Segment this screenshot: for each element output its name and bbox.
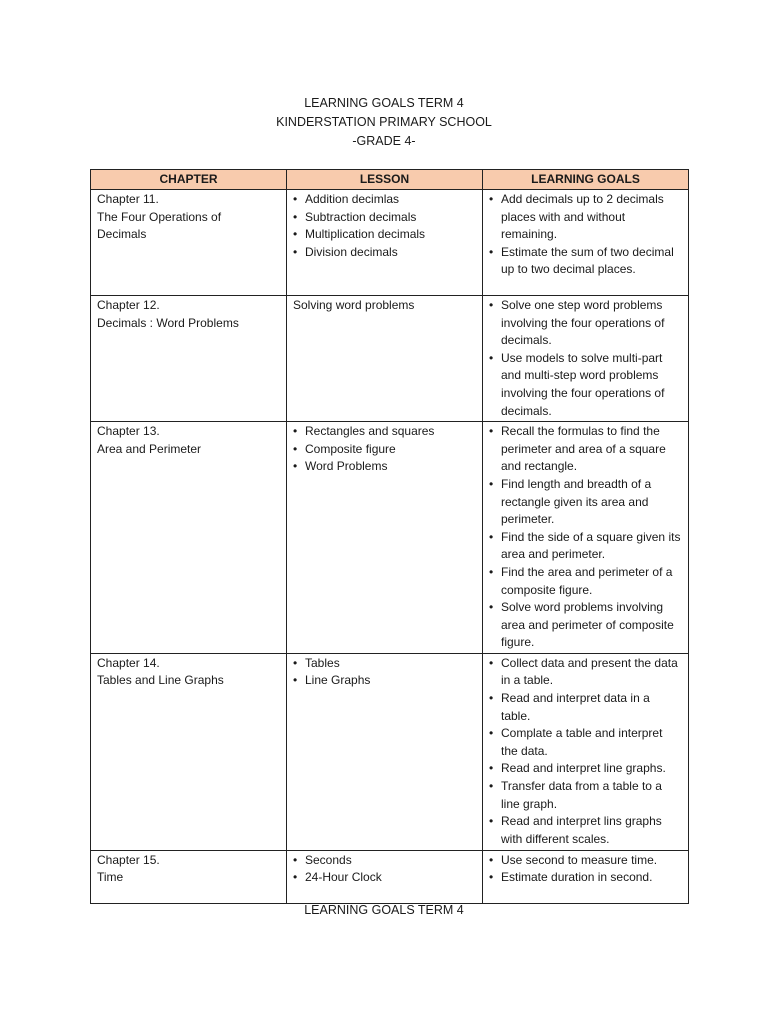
column-header-chapter: CHAPTER [91,170,287,190]
goal-item: • Read and interpret line graphs. [489,760,682,778]
goal-item: • Estimate duration in second. [489,869,682,887]
document-footer: LEARNING GOALS TERM 4 [304,903,464,917]
column-header-lesson: LESSON [287,170,483,190]
chapter-title-line: Decimals : Word Problems [97,315,239,330]
chapter-title-line: Decimals [97,227,147,242]
chapter-cell [91,850,287,903]
school-name: KINDERSTATION PRIMARY SCHOOL [276,115,492,129]
lesson-item: • Word Problems [293,458,476,476]
learning-goals-cell [483,190,689,296]
learning-goals-cell [483,296,689,422]
lesson-cell [287,653,483,850]
learning-goals-table [90,169,689,904]
chapter-number: Chapter 15. [97,852,160,867]
chapter-title-line: The Four Operations of [97,209,222,224]
grade-label: -GRADE 4- [352,134,416,148]
lesson-list [293,423,476,476]
chapter-cell [91,422,287,654]
goal-item: • Find the area and perimeter of a composite figure. [489,564,682,599]
chapter-number: Chapter 14. [97,655,160,670]
lesson-list [293,655,476,690]
table-row [91,296,689,422]
lesson-item: • Multiplication decimals [293,226,476,244]
chapter-number: Chapter 13. [97,424,160,439]
goal-item: • Find the side of a square given its area and perimeter. [489,529,682,564]
document-header [0,94,768,151]
table-row [91,653,689,850]
learning-goals-cell [483,653,689,850]
lesson-list [293,191,476,261]
table-row [91,850,689,903]
chapter-cell [91,190,287,296]
lesson-text: Solving word problems [293,298,415,312]
lesson-item: • Seconds [293,852,476,870]
learning-goals-cell [483,422,689,654]
table-row [91,190,689,296]
goal-item: • Use models to solve multi-part and multi-step word problems involving the four operations of decimals. [489,350,682,420]
goal-item: • Use second to measure time. [489,852,682,870]
goal-item: • Solve one step word problems involving the four operations of decimals. [489,297,682,350]
lesson-cell [287,422,483,654]
goal-item: • Collect data and present the data in a table. [489,655,682,690]
column-header-learning-goals: LEARNING GOALS [483,170,689,190]
chapter-number: Chapter 11. [97,192,159,206]
goal-list [489,297,682,420]
lesson-item: • Line Graphs [293,672,476,690]
goal-list [489,655,682,849]
chapter-title-line: Time [97,870,124,885]
chapter-number: Chapter 12. [97,298,160,312]
goal-item: • Read and interpret data in a table. [489,690,682,725]
goal-item: • Read and interpret lins graphs with different scales. [489,813,682,848]
table-header-row [91,170,689,190]
lesson-list [293,852,476,887]
goal-list [489,423,682,652]
lesson-item: • Tables [293,655,476,673]
goal-item: • Find length and breadth of a rectangle given its area and perimeter. [489,476,682,529]
lesson-item: • 24-Hour Clock [293,869,476,887]
chapter-cell [91,296,287,422]
goal-list [489,191,682,279]
lesson-cell [287,296,483,422]
chapter-title-line: Area and Perimeter [97,441,202,456]
lesson-item: • Subtraction decimals [293,209,476,227]
lesson-item: • Composite figure [293,441,476,459]
goal-item: • Estimate the sum of two decimal up to two decimal places. [489,244,682,279]
goal-item: • Complate a table and interpret the data. [489,725,682,760]
goal-list [489,852,682,887]
chapter-cell [91,653,287,850]
lesson-cell [287,190,483,296]
lesson-cell [287,850,483,903]
goal-item: • Solve word problems involving area and perimeter of composite figure. [489,599,682,652]
goal-item: • Recall the formulas to find the perimeter and area of a square and rectangle. [489,423,682,476]
learning-goals-cell [483,850,689,903]
lesson-item: • Rectangles and squares [293,423,476,441]
goal-item: • Add decimals up to 2 decimals places with and without remaining. [489,191,682,244]
goal-item: • Transfer data from a table to a line graph. [489,778,682,813]
lesson-item: • Division decimals [293,244,476,262]
document-title: LEARNING GOALS TERM 4 [304,96,464,110]
table-row [91,422,689,654]
lesson-item: • Addition decimlas [293,191,476,209]
chapter-title-line: Tables and Line Graphs [97,673,224,688]
